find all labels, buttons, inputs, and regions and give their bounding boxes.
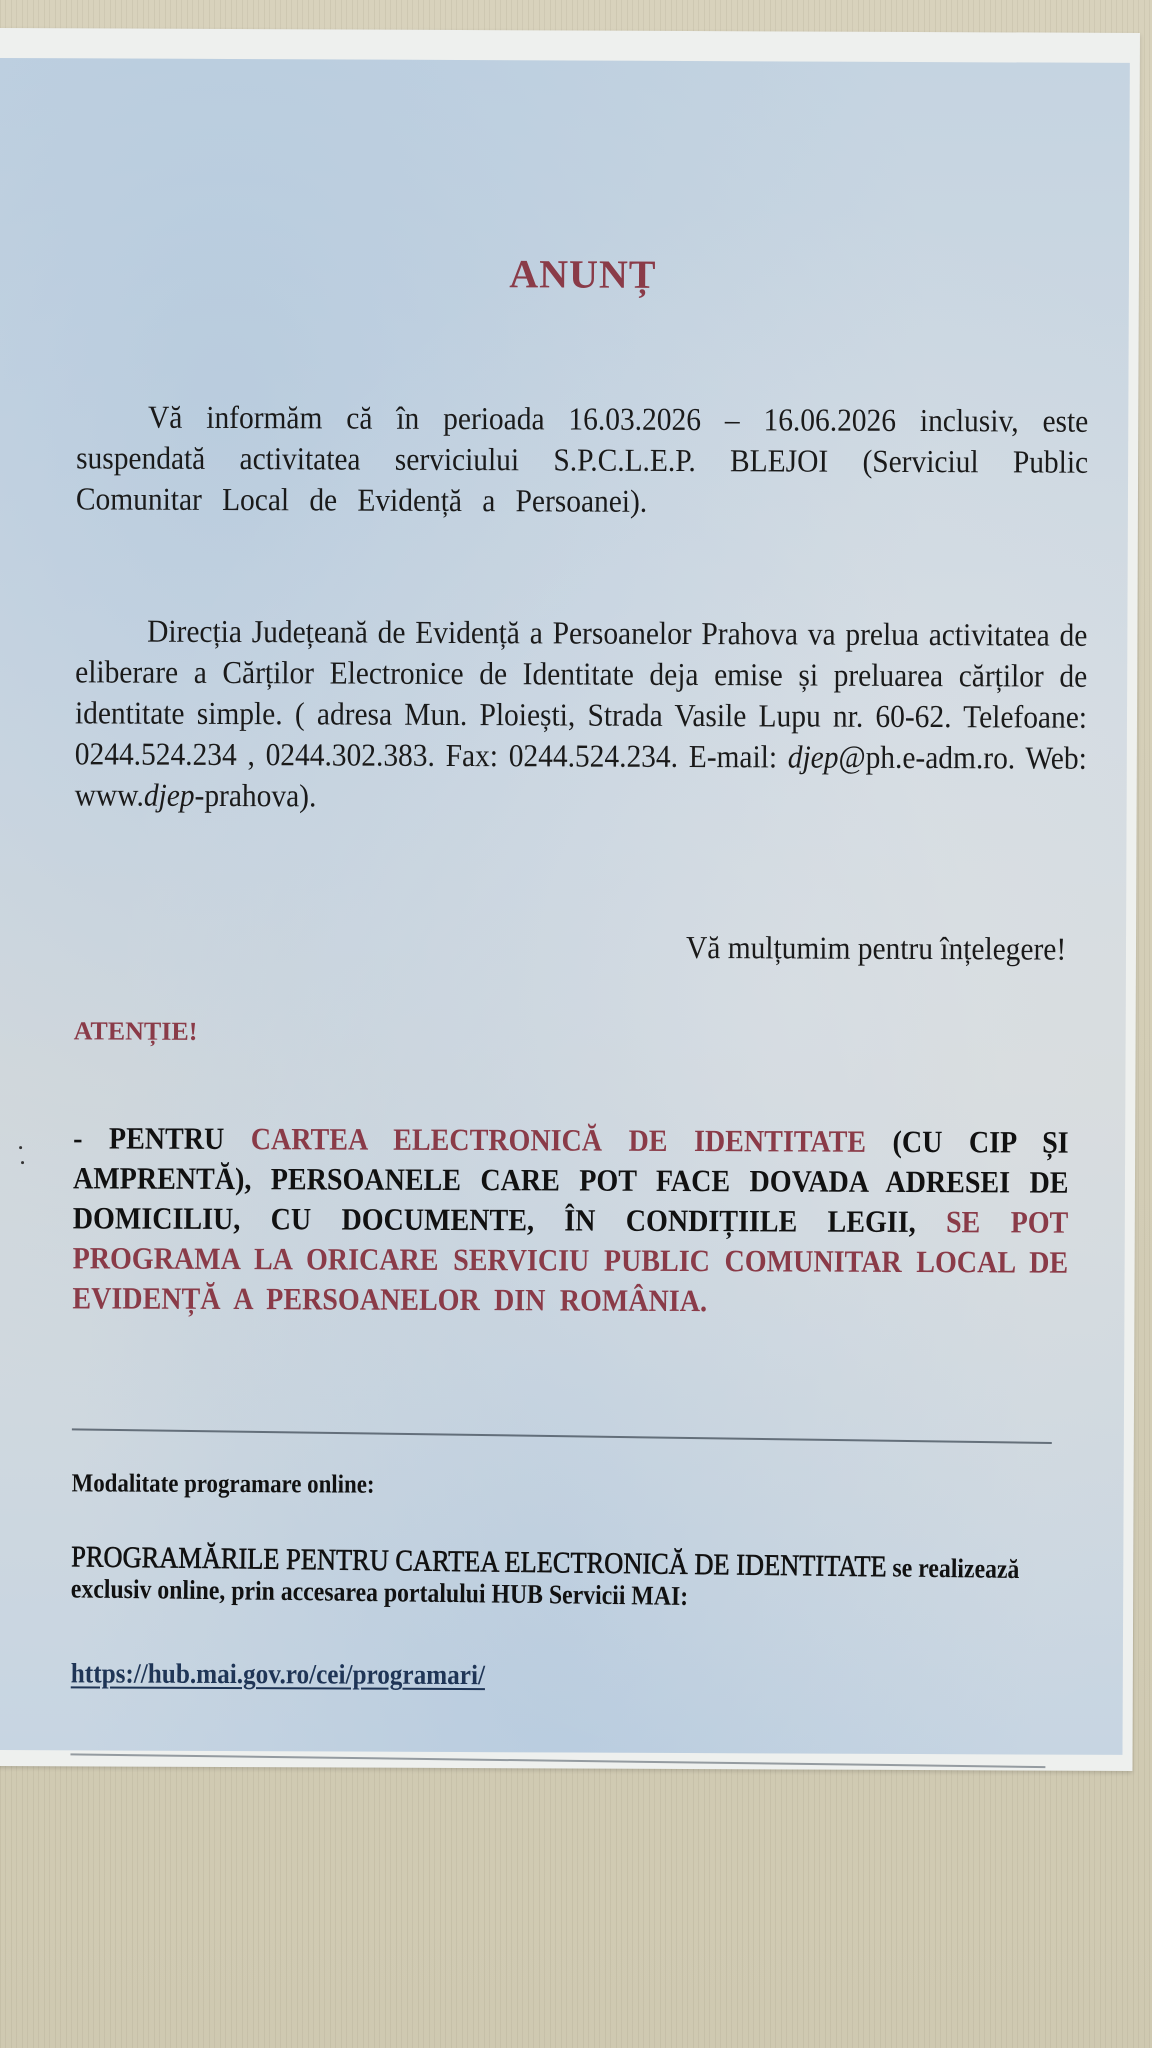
paper-speck	[19, 1146, 22, 1149]
suspension-text: Vă informăm că în perioada 16.03.2026 – 16.06.2026 inclusiv, este suspendată activitatea serviciului S.P.C.L.E.P. BLEJOI (Serviciul Public Comunitar Local de Evidență a Persoanei).	[75, 398, 1089, 519]
announcement-content	[70, 58, 1090, 1692]
paper-sheet	[0, 28, 1140, 1771]
web-italic: djep	[143, 776, 195, 813]
thanks-line: Vă mulțumim pentru înțelegere!	[685, 929, 1067, 967]
attention-label: ATENȚIE!	[73, 1016, 198, 1046]
warning-part1: - PENTRU	[73, 1120, 251, 1157]
web-rest: -prahova).	[194, 776, 317, 814]
online-caps: PROGRAMĂRILE PENTRU CARTEA ELECTRONICĂ DE IDENTITATE	[71, 1540, 887, 1584]
email-user: djep	[787, 738, 839, 775]
djep-text: Direcția Județeană de Evidență a Persoanelor Prahova va prelua activitatea de eliberare a Cărților Electronice de Identitate deja emise și preluarea cărților de identitate simple. ( adresa Mun. Ploiești, Strada Vasile Lupu nr. 60-62. Telefoane: 0244.524.234 , 0244.302.383. Fax: 0244.524.234. E-mail:	[74, 612, 1088, 775]
online-rest: se realizează exclusiv online, prin accesarea portalului HUB Servicii MAI:	[70, 1552, 1020, 1611]
warning-schedule-highlight: SE POT PROGRAMA LA ORICARE SERVICIU PUBLIC COMUNITAR LOCAL DE EVIDENȚĂ A PERSOANELOR DIN ROMÂNIA.	[72, 1204, 1069, 1319]
web-label: Web: www.	[74, 739, 1087, 813]
paper-speck	[21, 1161, 24, 1164]
announcement-title: ANUNȚ	[509, 251, 657, 297]
printed-area	[0, 58, 1130, 1755]
online-heading: Modalitate programare online:	[71, 1468, 375, 1499]
suspension-paragraph	[76, 396, 1089, 523]
divider-top	[72, 1428, 1052, 1444]
djep-paragraph	[75, 610, 1088, 819]
warning-cei-highlight: CARTEA ELECTRONICĂ DE IDENTITATE	[250, 1121, 867, 1159]
warning-part3: (CU CIP ȘI AMPRENTĂ), PERSOANELE CARE POT FACE DOVADA ADRESEI DE DOMICILIU, CU DOCUMENTE, ÎN CONDIȚIILE LEGII,	[72, 1123, 1069, 1240]
online-instructions	[71, 1541, 1040, 1616]
email-domain: @ph.e-adm.ro.	[838, 738, 1016, 776]
warning-paragraph	[72, 1118, 1068, 1322]
divider-bottom	[70, 1753, 1045, 1768]
programari-link[interactable]: https://hub.mai.gov.ro/cei/programari/	[70, 1658, 486, 1692]
